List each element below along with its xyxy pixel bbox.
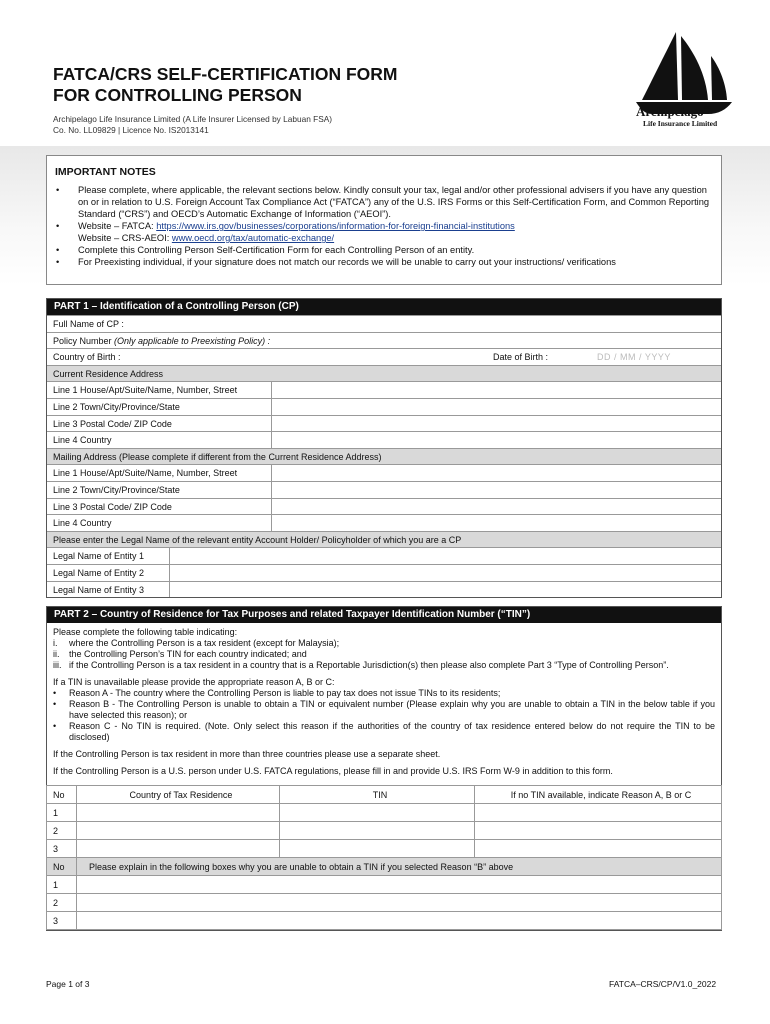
dob-label: Date of Birth : [493,352,549,363]
tin-table-header: No Country of Tax Residence TIN If no TIN available, indicate Reason A, B or C [47,786,722,804]
logo-subtitle: Life Insurance Limited [643,119,718,128]
tin-table [46,785,722,930]
notes-list [47,184,721,268]
dob-input[interactable]: DD / MM / YYYY [597,352,671,363]
part2-heading: PART 2 – Country of Residence for Tax Purposes and related Taxpayer Identification Number (“TIN”) [47,607,721,623]
part1-section [46,298,722,598]
table-row[interactable]: 1 [47,804,722,822]
note-item: • For Preexisting individual, if your signature does not match our records we will be unable to carry out your instructions/ verifications [47,256,711,268]
current-address-line4[interactable]: Line 4 Country [47,431,721,448]
company-info [53,114,332,136]
crs-aeoi-link[interactable]: www.oecd.org/tax/automatic-exchange/ [171,233,335,243]
current-address-heading: Current Residence Address [47,365,721,382]
entity-name-field-2[interactable]: Legal Name of Entity 2 [47,564,721,581]
notes-title: IMPORTANT NOTES [55,166,156,178]
current-address-line3[interactable]: Line 3 Postal Code/ ZIP Code [47,415,721,432]
form-title-line2: FOR CONTROLLING PERSON [53,85,302,105]
fatca-link[interactable]: https://www.irs.gov/businesses/corporations/information-for-foreign-financial-institutions [156,221,515,231]
part1-heading: PART 1 – Identification of a Controlling Person (CP) [47,299,721,315]
current-address-line1[interactable]: Line 1 House/Apt/Suite/Name, Number, Street [47,381,721,398]
part2-instructions: Please complete the following table indicating: i. where the Controlling Person is a tax resident (except for Malaysia); ii. the Controlling Person’s TIN for each country indicated; and iii. if the Controlling Person is a tax resident in a country that is a Reportable Jurisdiction(s) then please also complete Part 3 “Type of Controlling Person”. If a TIN is unavailable please provide the appropriate reason A, B or C: • Reason A - The country where the Controlling Person is liable to pay tax does not issue TINs to its residents; • Reason B - The Controlling Person is unable to obtain a TIN or equivalent number (Please explain why you are unable to obtain a TIN in the below table if you have selected this reason); or • Reason C - No TIN is required. (Note. Only select this reason if the authorities of the country of tax residence entered below do not require the TIN to be disclosed) If the Controlling Person is tax resident in more than three countries please use a separate sheet. If the Controlling Person is a U.S. person under U.S. FATCA regulations, please fill in and provide U.S. IRS Form W-9 in addition to this form. [53,627,715,776]
entity-name-field-1[interactable]: Legal Name of Entity 1 [47,547,721,564]
note-item: • Website – FATCA: https://www.irs.gov/businesses/corporations/information-for-foreign-financial-institutions [47,220,711,232]
table-row[interactable]: 1 [47,876,722,894]
table-row[interactable]: 3 [47,840,722,858]
current-address-line2[interactable]: Line 2 Town/City/Province/State [47,398,721,415]
company-line2: Co. No. LL09829 | Licence No. IS2013141 [53,125,209,135]
mailing-address-line1[interactable]: Line 1 House/Apt/Suite/Name, Number, Street [47,464,721,481]
explain-table-header: No Please explain in the following boxes why you are unable to obtain a TIN if you selected Reason “B” above [47,858,722,876]
full-name-field[interactable]: Full Name of CP : [47,315,721,332]
country-of-birth-field[interactable]: Country of Birth : Date of Birth : DD / MM / YYYY [47,348,721,365]
company-line1: Archipelago Life Insurance Limited (A Life Insurer Licensed by Labuan FSA) [53,114,333,124]
page-number: Page 1 of 3 [46,979,90,989]
table-row[interactable]: 3 [47,912,722,930]
note-item: • Please complete, where applicable, the relevant sections below. Kindly consult your tax, legal and/or other professional advisers if you have any question on or in relation to U.S. Foreign Account Tax Compliance Act (“FATCA”) any of the U.S. IRS Forms or this Self-Certification Form, and Common Reporting Standard (“CRS”) and OECD’s Automatic Exchange of Information (“AEOI”). [47,184,711,220]
mailing-address-line3[interactable]: Line 3 Postal Code/ ZIP Code [47,498,721,515]
form-title-line1: FATCA/CRS SELF-CERTIFICATION FORM [53,64,398,84]
table-row[interactable]: 2 [47,822,722,840]
important-notes [46,155,722,285]
mailing-address-line2[interactable]: Line 2 Town/City/Province/State [47,481,721,498]
form-code: FATCA–CRS/CP/V1.0_2022 [609,979,717,989]
mailing-address-heading: Mailing Address (Please complete if different from the Current Residence Address) [47,448,721,465]
note-item: • Complete this Controlling Person Self-Certification Form for each Controlling Person of an entity. [47,244,711,256]
part2-section [46,606,722,931]
table-row[interactable]: 2 [47,894,722,912]
policy-number-field[interactable]: Policy Number (Only applicable to Preexisting Policy) : [47,332,721,349]
entity-name-field-3[interactable]: Legal Name of Entity 3 [47,581,721,598]
logo-name: Archipelago™ [636,104,711,119]
form-title [53,64,397,106]
note-item: Website – CRS-AEOI: www.oecd.org/tax/automatic-exchange/ [78,233,335,243]
mailing-address-line4[interactable]: Line 4 Country [47,514,721,531]
entity-prompt: Please enter the Legal Name of the relevant entity Account Holder/ Policyholder of which you are a CP [47,531,721,548]
